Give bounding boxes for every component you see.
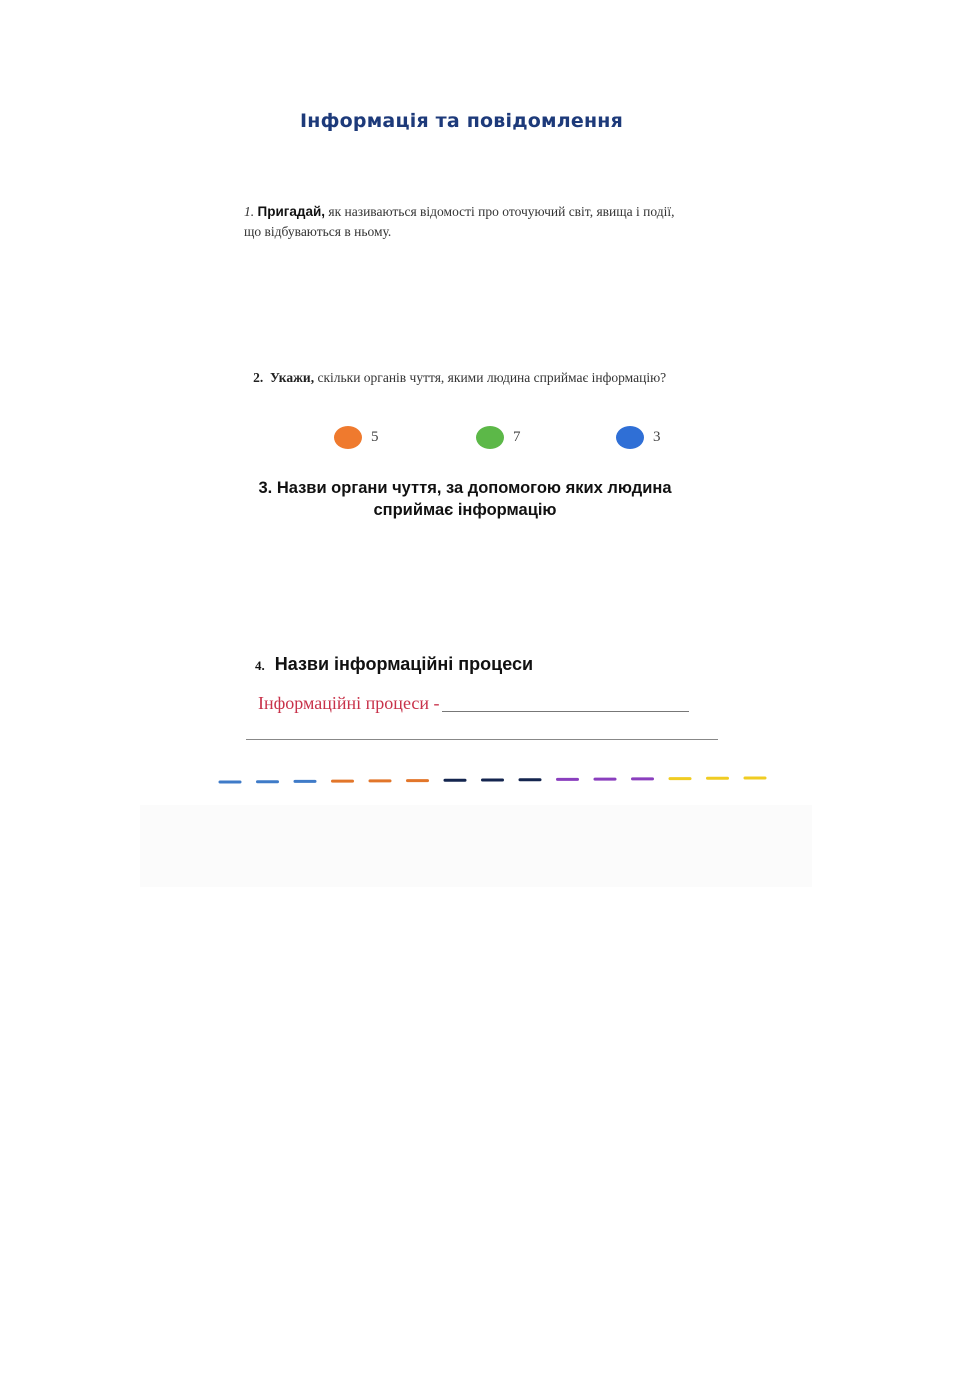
faint-background-band <box>140 805 812 887</box>
answer-option-2-value: 7 <box>513 428 521 445</box>
answer-option-3-value: 3 <box>653 428 661 445</box>
answer-label: Інформаційні процеси - <box>258 693 440 713</box>
question-4-text: Назви інформаційні процеси <box>274 654 534 674</box>
question-3-line-2: сприймає інформацію <box>373 501 557 519</box>
question-2-text: скільки органів чуття, якими людина сприймає інформацію? <box>317 370 667 385</box>
question-4-number: 4. <box>255 658 265 673</box>
question-3-line-1: 3. Назви органи чуття, за допомогою яких людина <box>258 479 672 497</box>
question-2-number: 2. <box>253 370 264 385</box>
page-title: Інформація та повідомлення <box>300 110 624 132</box>
question-1-number: 1. <box>244 204 255 219</box>
answer-option-1-value: 5 <box>371 428 379 445</box>
question-2-keyword: Укажи, <box>270 370 315 385</box>
question-1-keyword: Пригадай, <box>257 204 326 219</box>
question-1-text: як називаються відомості про оточуючий світ, явища і події, що відбуваються в ньому. <box>244 204 675 239</box>
